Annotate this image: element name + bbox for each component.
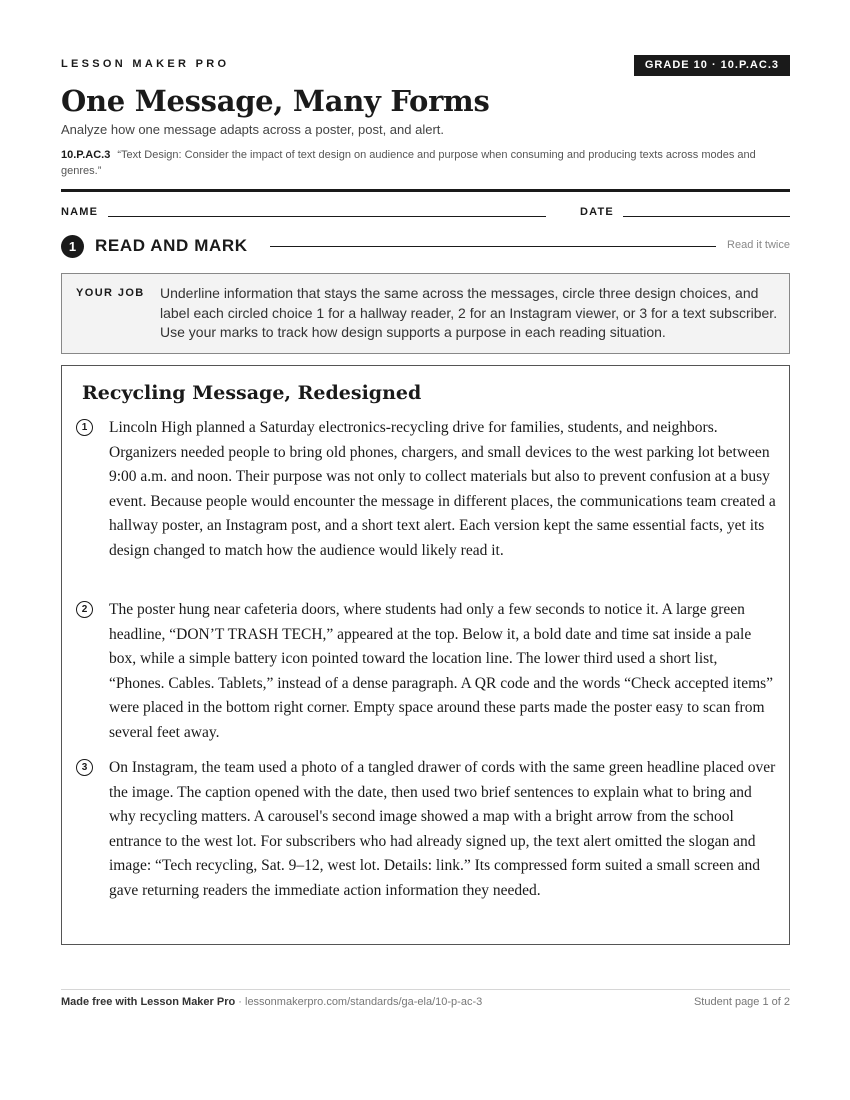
paragraph-text: Lincoln High planned a Saturday electronics-recycling drive for families, students, and neighbors. Organizers needed people to bring old phones, chargers, and small devices to the west parking lot between 9:00 a.m. and noon. Their purpose was not only to collect materials but also to prevent confusion at a busy event. Because people would encounter the message in different places, the communications team created a hallway poster, an Instagram post, and a short text alert. Each version kept the same essential facts, yet its design changed to match how the audience would likely read it.: [109, 419, 776, 559]
name-date-row: [61, 205, 790, 221]
page-subtitle: Analyze how one message adapts across a poster, post, and alert.: [61, 122, 445, 137]
footer-divider: [61, 989, 790, 990]
section-number: 1: [61, 235, 84, 258]
section-divider: [270, 246, 716, 247]
footer-made-with: Made free with Lesson Maker Pro: [61, 996, 236, 1008]
passage-title: Recycling Message, Redesigned: [82, 382, 422, 404]
footer-credit: [61, 996, 482, 1008]
paragraph-number: 3: [76, 759, 93, 776]
section-title: READ AND MARK: [95, 236, 248, 255]
paragraph-text: On Instagram, the team used a photo of a tangled drawer of cords with the same green headline placed over the image. The caption opened with the date, then used two brief sentences to explain what to bring and why recycling matters. A carousel's second image showed a map with a bright arrow from the school entrance to the west lot. For subscribers who had already signed up, the text alert omitted the slogan and image: “Tech recycling, Sat. 9–12, west lot. Details: link.” Its compressed form suited a small screen and gave returning readers the immediate action information they needed.: [109, 759, 776, 899]
name-label: NAME: [61, 206, 99, 218]
reading-passage: [61, 365, 790, 945]
instructions-text: Underline information that stays the same across the messages, circle three design choices, and label each circled choice 1 for a hallway reader, 2 for an Instagram viewer, or 3 for a text subscriber. Use your marks to track how design supports a purpose in each reading situation.: [160, 285, 778, 340]
standard-description: [61, 147, 790, 179]
brand-name: LESSON MAKER PRO: [61, 58, 230, 70]
paragraph-text: The poster hung near cafeteria doors, where students had only a few seconds to notice it. A large green headline, “DON’T TRASH TECH,” appeared at the top. Below it, a bold date and time sat inside a pale box, while a simple battery icon pointed toward the location line. The lower third used a short list, “Phones. Cables. Tablets,” instead of a dense paragraph. A QR code and the words “Check accepted items” were placed in the bottom right corner. Empty space around these parts made the poster easy to scan from several feet away.: [109, 601, 774, 741]
grade-badge: GRADE 10 · 10.P.AC.3: [634, 55, 790, 76]
top-bar: [61, 55, 790, 79]
name-field[interactable]: [108, 216, 546, 217]
section-header: [61, 234, 790, 258]
instructions-label: YOUR JOB: [76, 287, 145, 299]
section-note: Read it twice: [727, 239, 790, 251]
date-field[interactable]: [623, 216, 790, 217]
page-title: One Message, Many Forms: [61, 84, 490, 118]
page-number: Student page 1 of 2: [693, 996, 790, 1008]
paragraph-number: 2: [76, 601, 93, 618]
date-label: DATE: [580, 206, 614, 218]
header-divider: [61, 189, 790, 192]
paragraph-number: 1: [76, 419, 93, 436]
standard-text: “Text Design: Consider the impact of text design on audience and purpose when consuming and producing texts across modes and genres.”: [61, 149, 756, 177]
standard-code: 10.P.AC.3: [61, 149, 111, 161]
instructions-box: [61, 273, 790, 354]
footer-url[interactable]: · lessonmakerpro.com/standards/ga-ela/10-p-ac-3: [238, 996, 483, 1008]
